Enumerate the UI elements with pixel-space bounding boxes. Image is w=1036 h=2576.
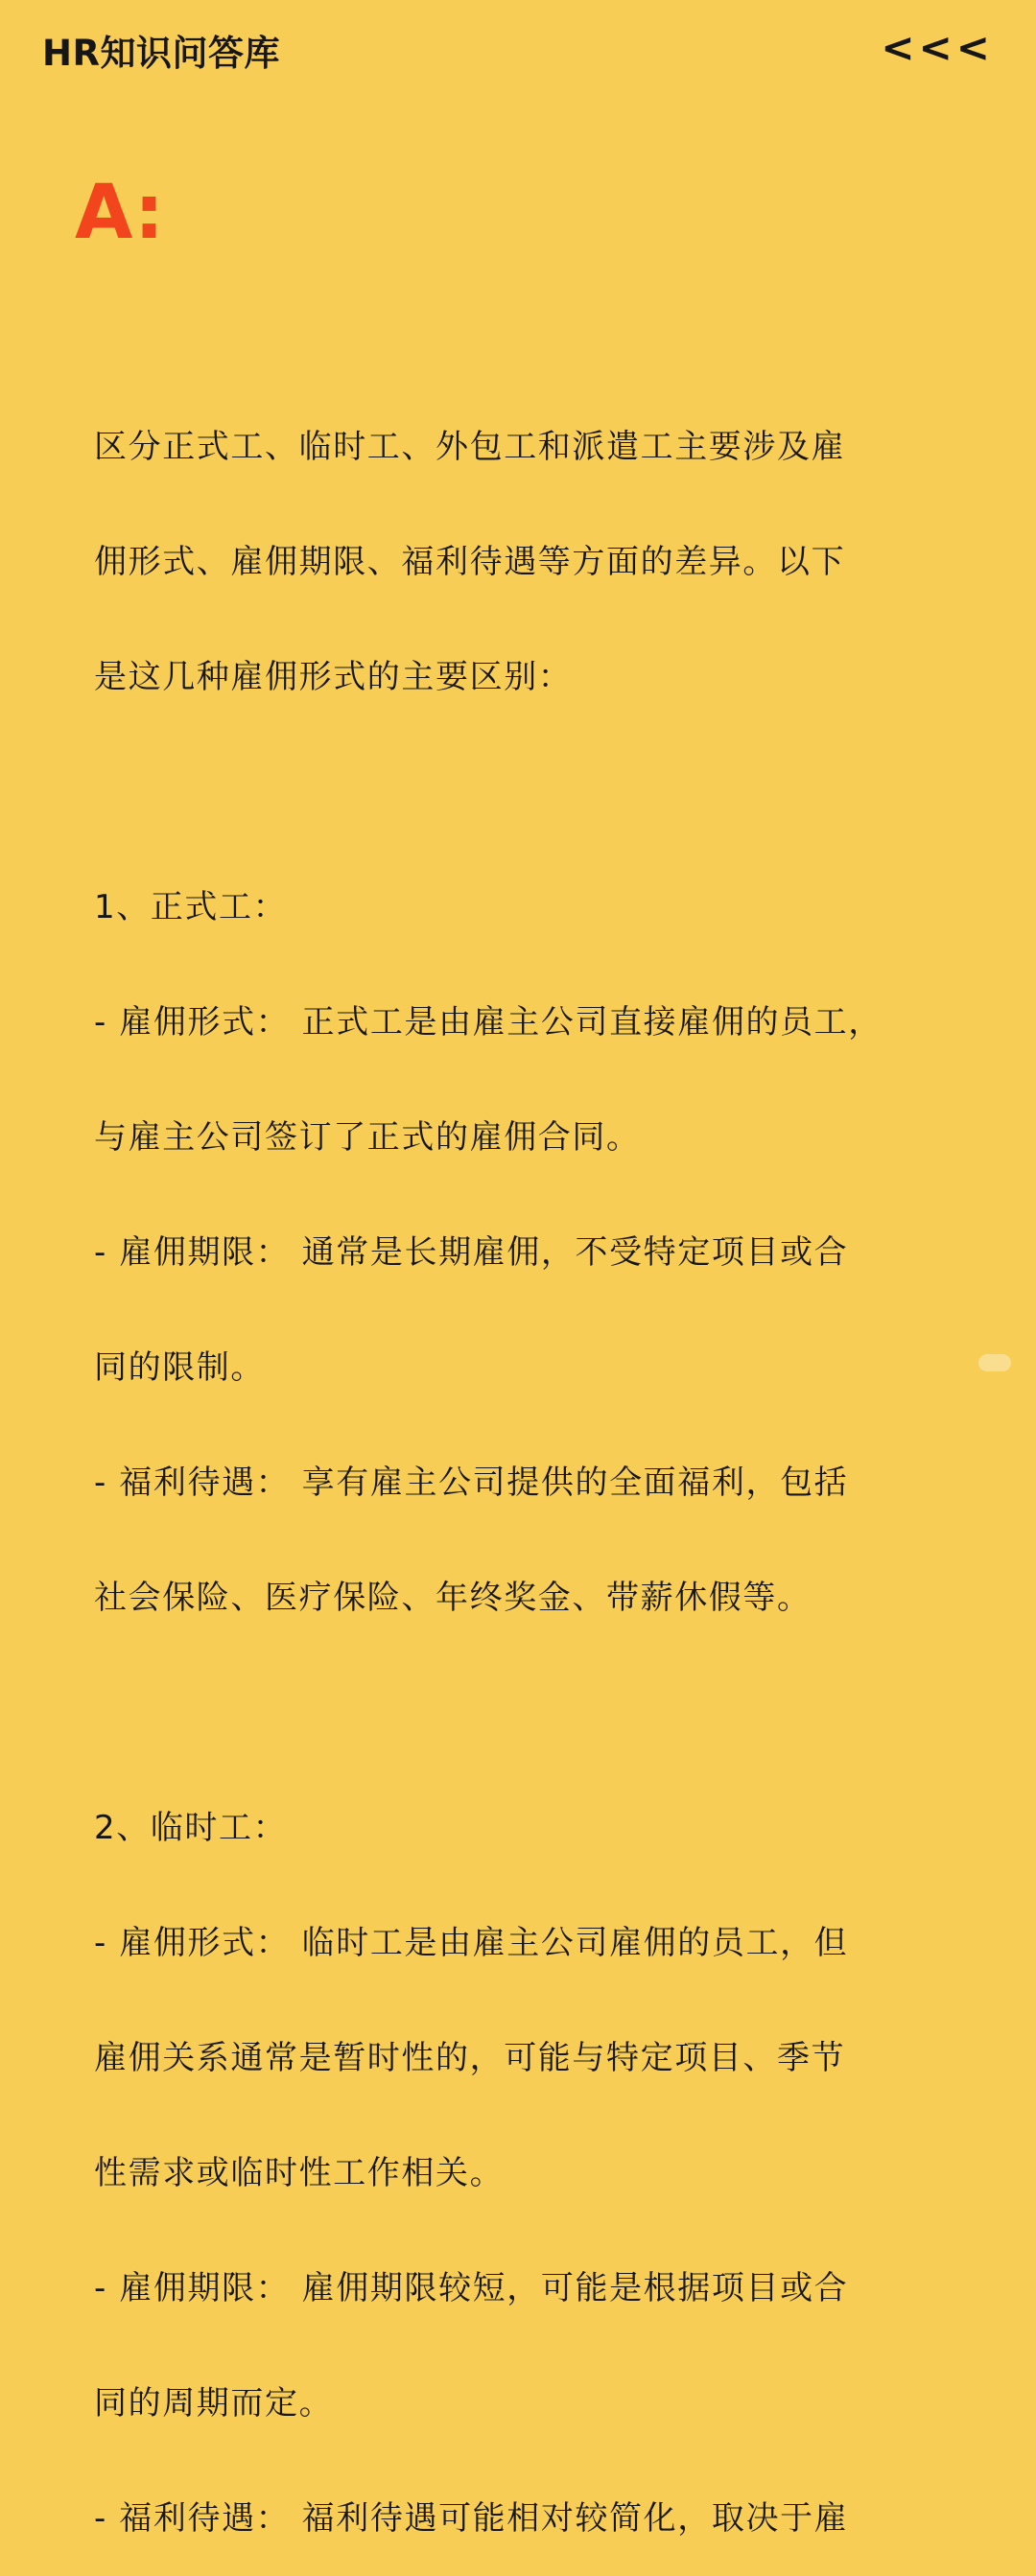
answer-body [94, 351, 957, 2576]
section1-heading: 1、正式工： [94, 888, 288, 926]
section1-line: - 雇佣期限： 通常是长期雇佣，不受特定项目或合 [94, 1233, 849, 1272]
section2-line: 性需求或临时性工作相关。 [94, 2154, 505, 2192]
intro-line: 是这几种雇佣形式的主要区别： [94, 658, 573, 696]
section1-line: - 福利待遇： 享有雇主公司提供的全面福利，包括 [94, 1464, 849, 1502]
section2-line: - 福利待遇： 福利待遇可能相对较简化，取决于雇 [94, 2499, 849, 2538]
page-title: HR知识问答库 [42, 33, 280, 74]
watermark-badge [978, 1354, 1011, 1371]
section2-line: - 雇佣期限： 雇佣期限较短，可能是根据项目或合 [94, 2269, 849, 2307]
section2-heading: 2、临时工： [94, 1809, 288, 1847]
intro-line: 佣形式、雇佣期限、福利待遇等方面的差异。以下 [94, 543, 846, 581]
intro-line: 区分正式工、临时工、外包工和派遣工主要涉及雇 [94, 428, 846, 466]
section2-line: 同的周期而定。 [94, 2384, 334, 2423]
spacer [94, 1694, 957, 1732]
answer-label: A: [75, 170, 165, 256]
section1-line: 同的限制。 [94, 1348, 265, 1387]
section1-line: - 雇佣形式： 正式工是由雇主公司直接雇佣的员工， [94, 1003, 883, 1042]
section2-line: 雇佣关系通常是暂时性的，可能与特定项目、季节 [94, 2039, 846, 2077]
spacer [94, 773, 957, 811]
section1-line: 社会保险、医疗保险、年终奖金、带薪休假等。 [94, 1579, 812, 1617]
back-arrows-icon[interactable]: <<< [881, 24, 994, 71]
section1-line: 与雇主公司签订了正式的雇佣合同。 [94, 1118, 641, 1157]
section2-line: - 雇佣形式： 临时工是由雇主公司雇佣的员工，但 [94, 1924, 849, 1962]
